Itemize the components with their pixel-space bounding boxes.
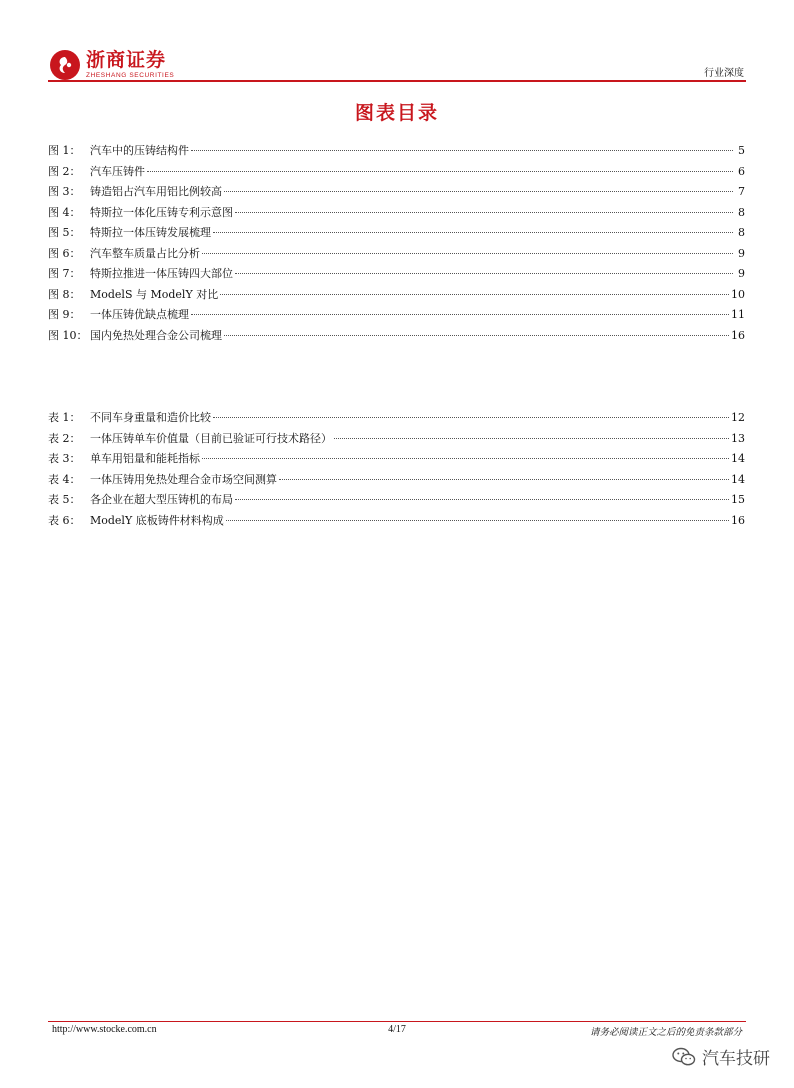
table-entry[interactable] [48, 409, 745, 430]
figure-title: 汽车压铸件 [90, 164, 145, 178]
figure-entry[interactable] [48, 204, 745, 225]
dot-leader [191, 314, 729, 315]
figure-label: 图 1： [48, 144, 81, 157]
dot-leader [147, 171, 733, 172]
figure-page-number: 10 [731, 287, 745, 301]
figure-title: 特斯拉推进一体压铸四大部位 [90, 267, 233, 280]
figure-page-number: 5 [738, 144, 745, 157]
figure-list [48, 142, 745, 347]
table-title: 单车用铝量和能耗指标 [90, 452, 200, 465]
figure-page-number: 9 [738, 246, 745, 260]
dot-leader [202, 253, 733, 254]
figure-page-number: 11 [731, 308, 745, 321]
figure-title: 汽车整车质量占比分析 [90, 246, 200, 260]
figure-page-number: 9 [738, 267, 745, 280]
table-label: 表 3： [48, 452, 81, 465]
figure-page-number: 16 [731, 328, 745, 342]
dot-leader [224, 335, 729, 336]
dot-leader [213, 232, 733, 233]
dot-leader [334, 438, 729, 439]
dot-leader [202, 458, 729, 459]
footer-page-number: 4/17 [388, 1024, 406, 1035]
brand-name-cn: 浙商证券 [86, 48, 167, 71]
figure-entry[interactable] [48, 142, 745, 163]
dot-leader [235, 212, 733, 213]
dot-leader [235, 499, 729, 500]
figure-title: 铸造铝占汽车用铝比例较高 [90, 185, 222, 198]
dot-leader [226, 520, 729, 521]
figure-entry[interactable] [48, 183, 745, 204]
watermark [672, 1044, 770, 1069]
figure-label: 图 7： [48, 267, 81, 280]
figure-entry[interactable] [48, 265, 745, 286]
footer-divider [48, 1021, 746, 1022]
dot-leader [213, 417, 729, 418]
table-label: 表 2： [48, 431, 81, 445]
page-title: 图表目录 [354, 102, 439, 124]
dot-leader [279, 479, 729, 480]
figure-page-number: 6 [738, 164, 745, 178]
figure-label: 图 2： [48, 164, 81, 178]
figure-title: 汽车中的压铸结构件 [90, 144, 189, 157]
header-divider [48, 80, 746, 82]
table-title: 不同车身重量和造价比较 [90, 411, 211, 424]
table-page-number: 13 [731, 431, 745, 445]
brand-name-en: ZHESHANG SECURITIES [86, 71, 175, 79]
table-page-number: 14 [731, 472, 745, 486]
figure-label: 图 8： [48, 287, 81, 301]
wechat-icon [672, 1046, 696, 1068]
figure-label: 图 3： [48, 185, 81, 198]
figure-label: 图 6： [48, 246, 81, 260]
figure-title: ModelS 与 ModelY 对比 [90, 287, 219, 301]
table-entry[interactable] [48, 491, 745, 512]
table-entry[interactable] [48, 450, 745, 471]
report-category-tag: 行业深度 [704, 68, 744, 79]
table-page-number: 12 [731, 411, 745, 424]
figure-page-number: 8 [738, 205, 745, 219]
figure-page-number: 8 [738, 226, 745, 239]
figure-entry[interactable] [48, 327, 745, 348]
figure-title: 特斯拉一体化压铸专利示意图 [90, 205, 233, 219]
table-label: 表 4： [48, 472, 81, 486]
table-entry[interactable] [48, 471, 745, 492]
dot-leader [220, 294, 729, 295]
figure-label: 图 5： [48, 226, 81, 239]
table-label: 表 5： [48, 493, 81, 506]
figure-title: 特斯拉一体压铸发展梳理 [90, 226, 211, 239]
table-title: ModelY 底板铸件材料构成 [90, 513, 224, 527]
figure-page-number: 7 [738, 185, 745, 198]
brand-logo [50, 50, 174, 80]
dot-leader [191, 150, 733, 151]
brand-mark-icon [50, 50, 80, 80]
figure-entry[interactable] [48, 163, 745, 184]
table-entry[interactable] [48, 430, 745, 451]
figure-title: 一体压铸优缺点梳理 [90, 308, 189, 321]
table-entry[interactable] [48, 512, 745, 533]
footer-website-link[interactable]: http://www.stocke.com.cn [52, 1024, 157, 1035]
footer-disclaimer-note: 请务必阅读正文之后的免责条款部分 [589, 1027, 742, 1038]
figure-entry[interactable] [48, 306, 745, 327]
table-list [48, 409, 745, 532]
figure-label: 图 10： [48, 328, 88, 342]
figure-entry[interactable] [48, 224, 745, 245]
table-page-number: 15 [731, 493, 745, 506]
table-page-number: 16 [731, 513, 745, 527]
table-title: 一体压铸单车价值量（目前已验证可行技术路径） [90, 431, 332, 445]
table-title: 一体压铸用免热处理合金市场空间测算 [90, 472, 277, 486]
table-title: 各企业在超大型压铸机的布局 [90, 493, 233, 506]
figure-title: 国内免热处理合金公司梳理 [90, 328, 222, 342]
watermark-text: 汽车技研 [702, 1049, 770, 1069]
figure-label: 图 4： [48, 205, 81, 219]
table-label: 表 6： [48, 513, 81, 527]
figure-entry[interactable] [48, 286, 745, 307]
dot-leader [235, 273, 733, 274]
figure-entry[interactable] [48, 245, 745, 266]
figure-label: 图 9： [48, 308, 81, 321]
table-label: 表 1： [48, 411, 81, 424]
dot-leader [224, 191, 733, 192]
table-page-number: 14 [731, 452, 745, 465]
